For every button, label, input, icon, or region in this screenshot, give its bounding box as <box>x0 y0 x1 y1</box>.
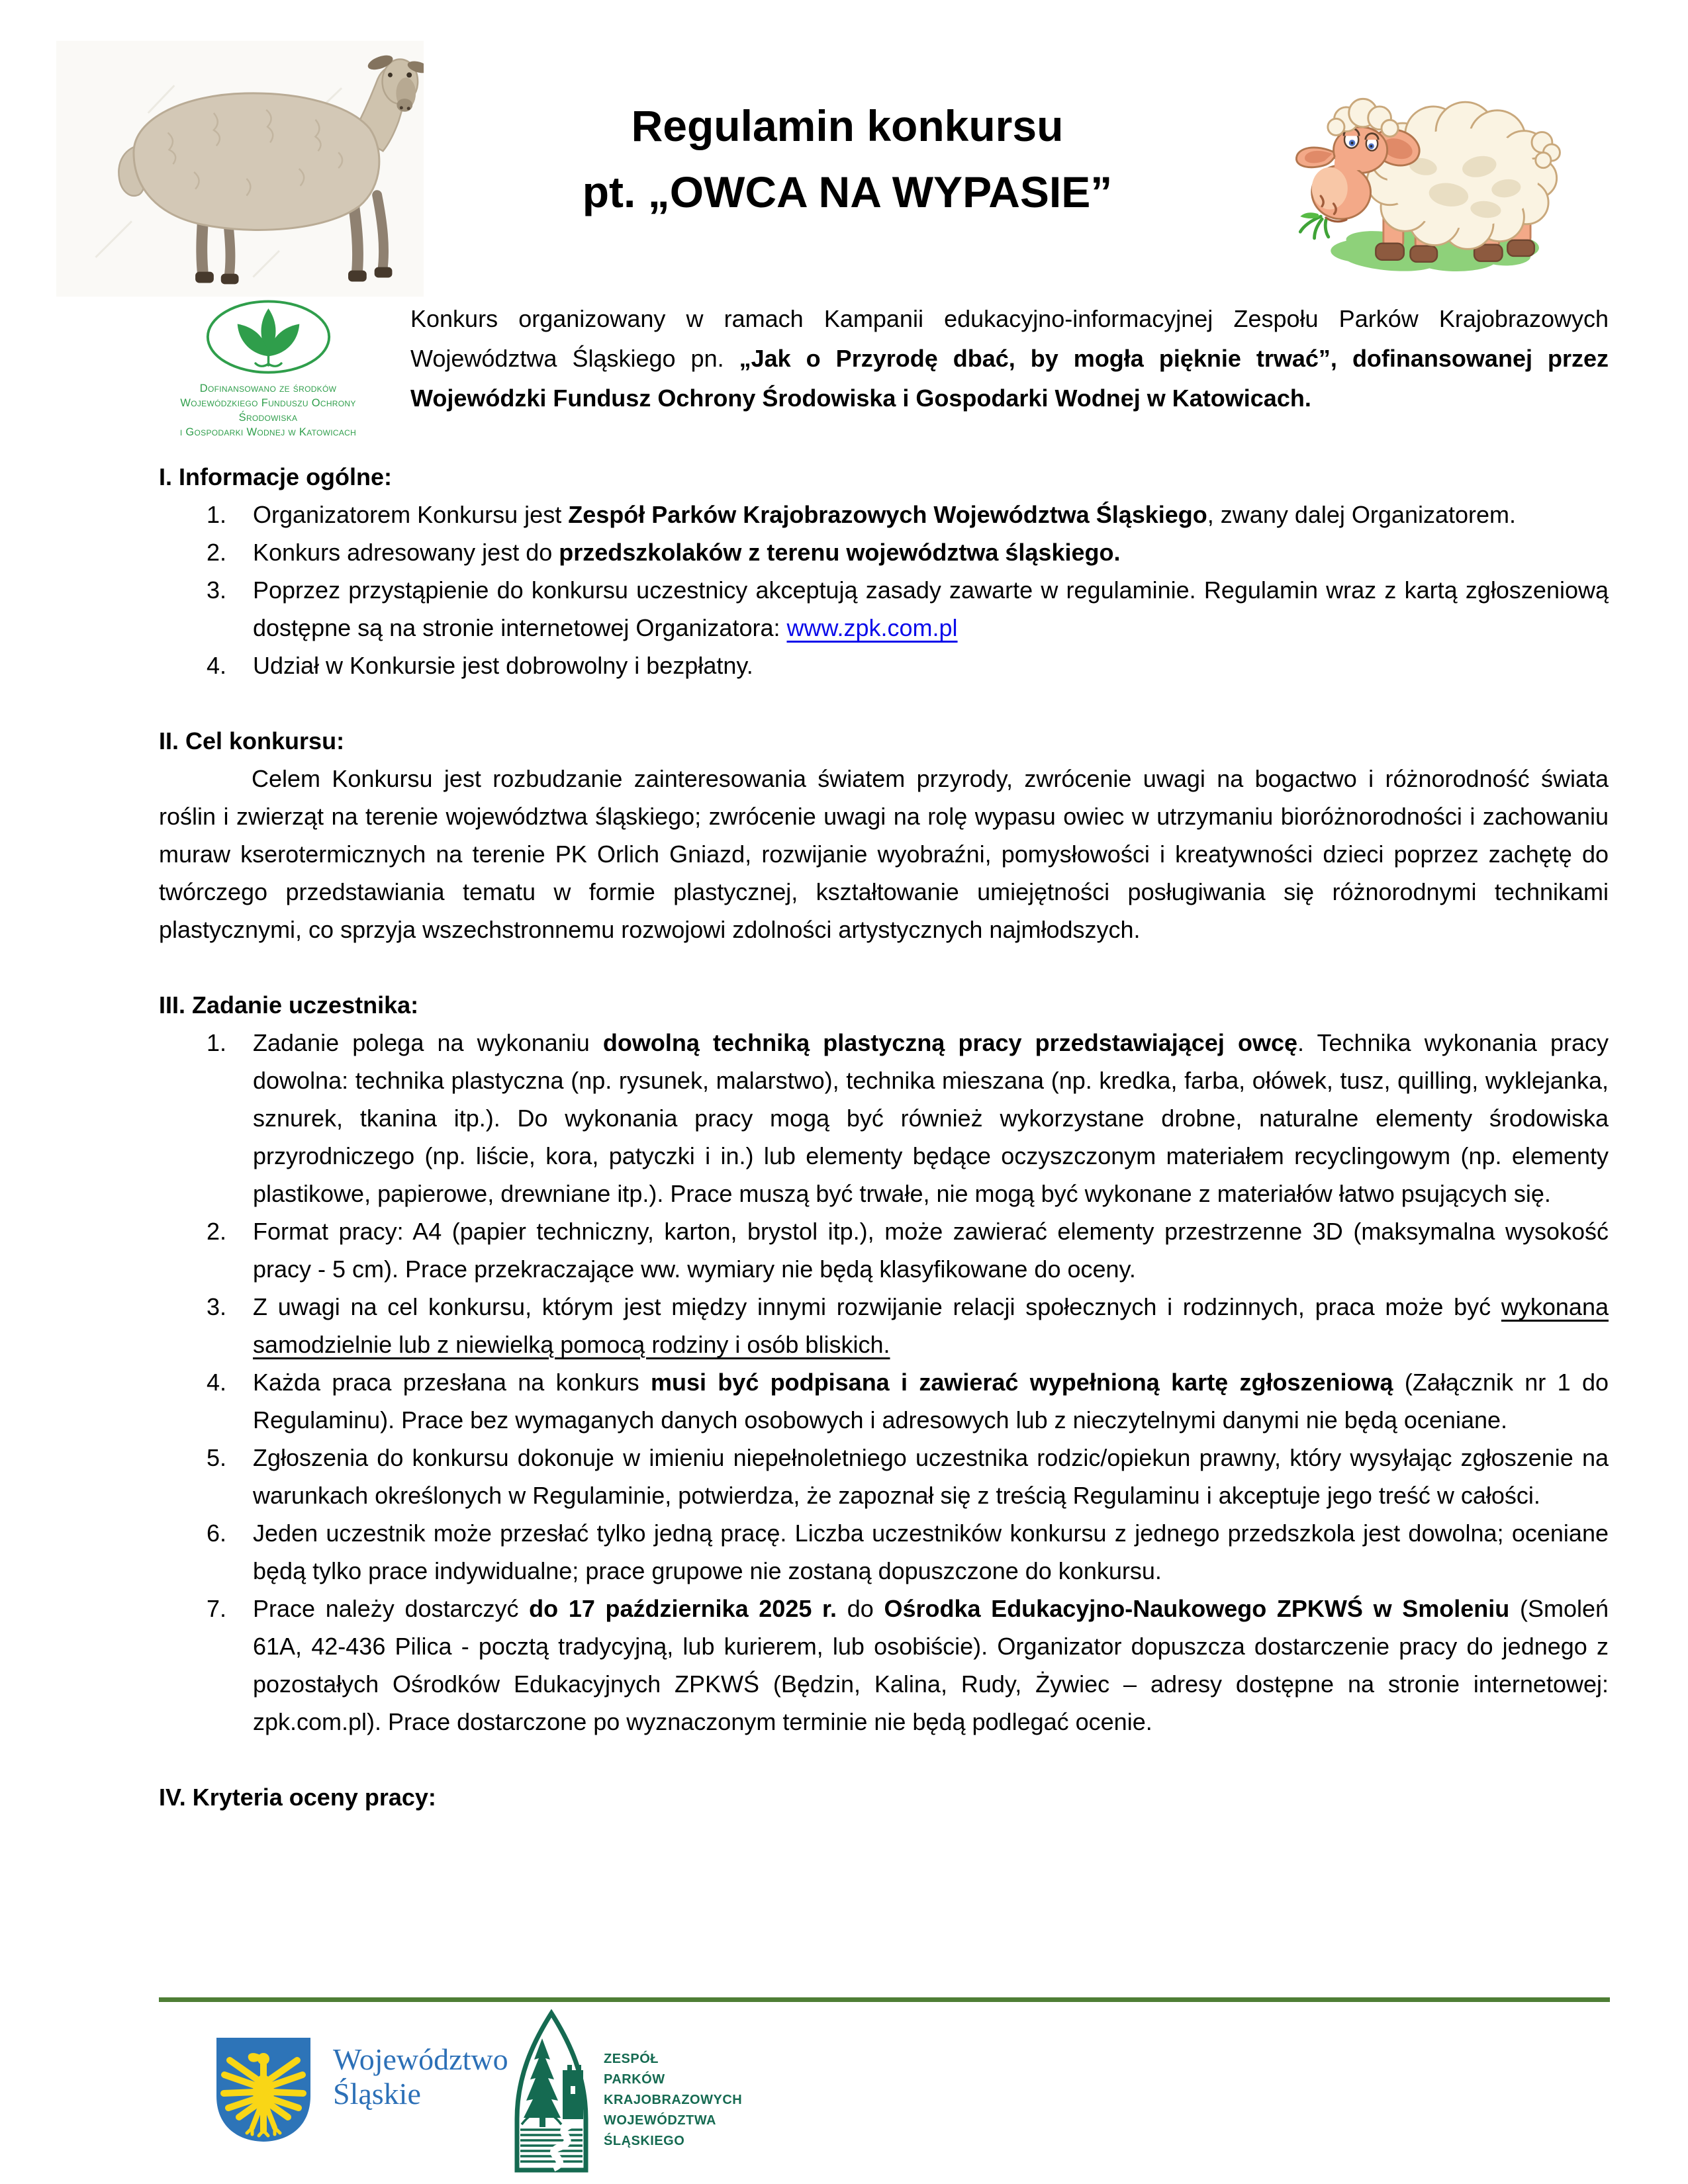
zpk-website-link[interactable]: www.zpk.com.pl <box>786 614 958 641</box>
text-run: do 17 października 2025 r. <box>529 1595 837 1622</box>
cartoon-sheep-image <box>1288 68 1569 293</box>
section-heading-general: I. Informacje ogólne: <box>159 463 393 490</box>
footer-divider <box>159 1997 1610 2002</box>
text-run: Celem Konkursu jest rozbudzanie zainteresowania światem przyrody, zwrócenie uwagi na bogactwo i różnorodność świata roślin i zwierząt na terenie województwa śląskiego; zwrócenie uwagi na rolę wypasu owiec w utrzymaniu bioróżnorodności i zachowaniu muraw kserotermicznych na terenie PK Orlich Gniazd, rozwijanie wyobraźni, pomysłowości i kreatywności dzieci poprzez zachętę do twórczego przedstawiania tematu w formie plastycznej, kształtowanie umiejętności posługiwania się różnorodnymi technikami plastycznymi, co sprzyja wszechstronnemu rozwojowi zdolności artystycznych najmłodszych. <box>159 765 1609 943</box>
cartoon-sheep-icon <box>1288 68 1569 293</box>
silesia-eagle-icon <box>214 2035 313 2144</box>
text-run: Ośrodka Edukacyjno-Naukowego ZPKWŚ w Smoleniu <box>884 1595 1510 1622</box>
document-body <box>159 458 1609 1816</box>
list-item-text <box>253 652 753 679</box>
voivodeship-name-line2: Śląskie <box>333 2077 421 2111</box>
text-run: Zgłoszenia do konkursu dokonuje w imieniu niepełnoletniego uczestnika rodzic/opiekun prawny, który wysyłając zgłoszenie na warunkach określonych w Regulaminie, potwierdza, że zapoznał się z treścią Regulaminu i akceptuje jego treść w całości. <box>253 1444 1609 1509</box>
list-number: 5. <box>207 1444 227 1471</box>
voivodeship-name <box>333 2042 508 2111</box>
list-item-text <box>253 1444 1609 1509</box>
list-item <box>159 647 1609 684</box>
list-item-text <box>253 1029 1609 1207</box>
silesia-coat-of-arms <box>214 2035 313 2144</box>
text-run: Organizatorem Konkursu jest <box>253 501 569 528</box>
list-item <box>159 1212 1609 1288</box>
funding-logo <box>159 299 377 439</box>
text-run: Zadanie polega na wykonaniu <box>253 1029 603 1056</box>
text-run: dowolną techniką plastyczną pracy przedstawiającej owcę <box>602 1029 1297 1056</box>
list-item-text <box>253 501 1516 528</box>
text-run: (Smoleń 61A, 42-436 Pilica - pocztą tradycyjną, lub kurierem, lub osobiście). Organizator dopuszcza dostarczenie pracy do jednego z pozostałych Ośrodków Edukacyjnych ZPKWŚ (Będzin, Kalina, Rudy, Żywiec – adresy dostępne na stronie internetowej: zpk.com.pl). Prace dostarczone po wyznaczonym terminie nie będą podlegać ocenie. <box>253 1595 1609 1735</box>
list-number: 1. <box>207 1029 227 1056</box>
intro-paragraph <box>410 299 1609 418</box>
sheep-photo-icon <box>56 40 424 298</box>
list-number: 4. <box>207 1369 227 1396</box>
zpk-name-line4: WOJEWÓDZTWA <box>604 2113 716 2128</box>
list-item-text <box>253 1218 1609 1283</box>
title-line-1: Regulamin konkursu <box>631 101 1064 150</box>
text-run: Konkurs adresowany jest do <box>253 539 559 566</box>
text-run: Konkurs organizowany w ramach Kampanii edukacyjno-informacyjnej Zespołu Parków Krajobrazowych Województwa Śląskiego pn. <box>410 305 1609 372</box>
list-item-text <box>253 1520 1609 1584</box>
text-run: . Technika wykonania pracy dowolna: technika plastyczna (np. rysunek, malarstwo), technika mieszana (np. kredka, farba, ołówek, tusz, quilling, wyklejanka, sznurek, tkanina itp.). Do wykonania pracy mogą być również wykorzystane drobne, naturalne elementy środowiska przyrodniczego (np. liście, kora, patyczki i in.) lub elementy będące oczyszczonym materiałem recyclingowym (np. elementy plastikowe, papierowe, drewniane itp.). Prace muszą być trwałe, nie mogą być wykonane z materiałów łatwo psujących się. <box>253 1029 1609 1207</box>
text-run: Jeden uczestnik może przesłać tylko jedną pracę. Liczba uczestników konkursu z jednego przedszkola jest dowolna; oceniane będą tylko prace indywidualne; prace grupowe nie zostaną dopuszczone do konkursu. <box>253 1520 1609 1584</box>
text-run: Z uwagi na cel konkursu, którym jest między innymi rozwijanie relacji społecznych i rodzinnych, praca może być <box>253 1293 1501 1320</box>
section-heading-task: III. Zadanie uczestnika: <box>159 991 419 1019</box>
list-number: 3. <box>207 1293 227 1320</box>
document-title <box>530 93 1165 225</box>
funding-caption-line1: Dofinansowano ze środków <box>199 383 337 394</box>
title-line-2: pt. „OWCA NA WYPASIE” <box>582 167 1113 216</box>
zpk-arch-icon <box>507 2008 596 2176</box>
text-run: (Załącznik nr 1 do Regulaminu). Prace bez wymaganych danych osobowych i adresowych lub z nieczytelnymi danymi nie będą oceniane. <box>253 1369 1609 1433</box>
zpk-logo <box>507 2008 596 2176</box>
funding-caption <box>159 381 377 439</box>
list-item <box>159 1514 1609 1590</box>
text-run: Każda praca przesłana na konkurs <box>253 1369 651 1396</box>
text-run: Format pracy: A4 (papier techniczny, karton, brystol itp.), może zawierać elementy przestrzenne 3D (maksymalna wysokość pracy - 5 cm). Prace przekraczające ww. wymiary nie będą klasyfikowane do oceny. <box>253 1218 1609 1283</box>
list-item <box>159 1288 1609 1363</box>
zpk-name-line1: ZESPÓŁ <box>604 2052 659 2066</box>
zpk-name-line5: ŚLĄSKIEGO <box>604 2134 685 2148</box>
list-item <box>159 533 1609 571</box>
list-item-text <box>253 1369 1609 1433</box>
voivodeship-name-line1: Województwo <box>333 2042 508 2076</box>
list-item <box>159 1024 1609 1212</box>
list-number: 2. <box>207 539 227 566</box>
list-item-text <box>253 1293 1609 1358</box>
text-run: Poprzez przystąpienie do konkursu uczestnicy akceptują zasady zawarte w regulaminie. Regulamin wraz z kartą zgłoszeniową dostępne są na stronie internetowej Organizatora: <box>253 576 1609 641</box>
list-item <box>159 1363 1609 1439</box>
list-item <box>159 1590 1609 1741</box>
list-number: 3. <box>207 576 227 604</box>
text-run: wykonana samodzielnie lub z niewielką pomocą rodziny i osób bliskich. <box>253 1293 1609 1358</box>
sheep-photo-image <box>56 40 424 298</box>
zpk-name-line3: KRAJOBRAZOWYCH <box>604 2093 743 2107</box>
text-run: Zespół Parków Krajobrazowych Województwa Śląskiego <box>568 501 1207 528</box>
text-run: „Jak o Przyrodę dbać, by mogła pięknie trwać”, dofinansowanej przez Wojewódzki Fundusz Ochrony Środowiska i Gospodarki Wodnej w Katowicach. <box>410 345 1609 412</box>
list-number: 7. <box>207 1595 227 1622</box>
list-item <box>159 571 1609 647</box>
list-number: 1. <box>207 501 227 528</box>
list-number: 6. <box>207 1520 227 1547</box>
funding-caption-line2: Wojewódzkiego Funduszu Ochrony Środowiska <box>180 397 356 424</box>
list-item <box>159 1439 1609 1514</box>
list-item-text <box>253 1595 1609 1735</box>
text-run: do <box>837 1595 884 1622</box>
zpk-name <box>604 2049 742 2152</box>
list-item-text <box>253 539 1120 566</box>
section-heading-goal: II. Cel konkursu: <box>159 727 345 754</box>
funding-caption-line3: i Gospodarki Wodnej w Katowicach <box>179 426 357 438</box>
text-run: Prace należy dostarczyć <box>253 1595 530 1622</box>
list-item <box>159 496 1609 533</box>
text-run: przedszkolaków z terenu województwa śląskiego. <box>559 539 1121 566</box>
list-number: 2. <box>207 1218 227 1245</box>
section-heading-criteria: IV. Kryteria oceny pracy: <box>159 1784 436 1811</box>
text-run: , zwany dalej Organizatorem. <box>1207 501 1517 528</box>
list-item-text <box>253 576 1609 641</box>
goal-paragraph <box>159 760 1609 948</box>
zpk-name-line2: PARKÓW <box>604 2072 665 2087</box>
text-run: musi być podpisana i zawierać wypełnioną kartę zgłoszeniową <box>650 1369 1393 1396</box>
funding-leaves-icon <box>204 299 333 377</box>
list-number: 4. <box>207 652 227 679</box>
text-run: Udział w Konkursie jest dobrowolny i bezpłatny. <box>253 652 753 679</box>
